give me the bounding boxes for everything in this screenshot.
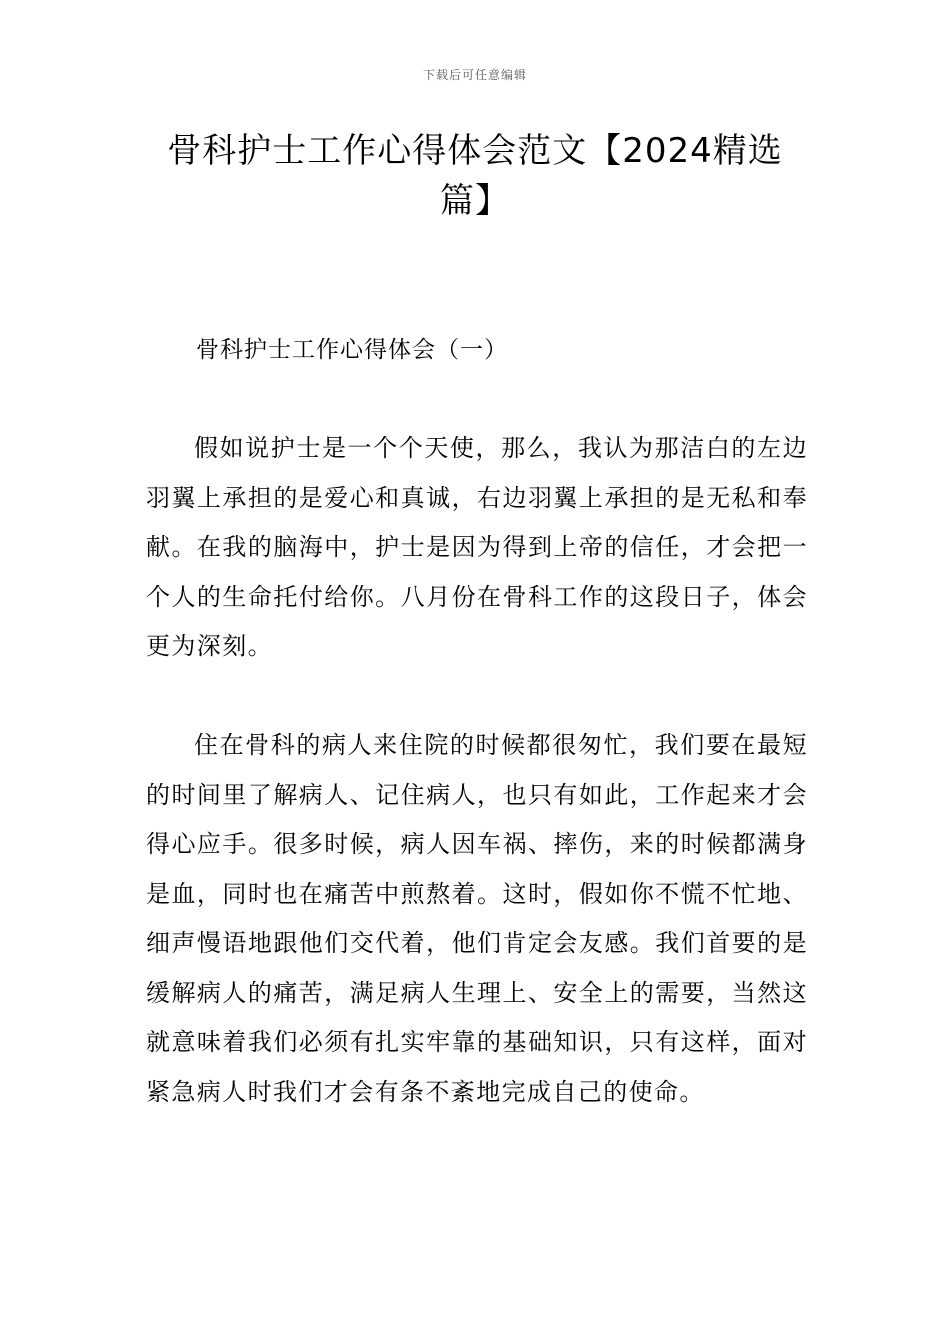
body-paragraph: 假如说护士是一个个天使，那么，我认为那洁白的左边羽翼上承担的是爱心和真诚，右边羽翼上承担的是无私和奉献。在我的脑海中，护士是因为得到上帝的信任，才会把一个人的生命托付给你。八月份在骨科工作的这段日子，体会更为深刻。 xyxy=(146,434,808,660)
header-note: 下载后可任意编辑 xyxy=(422,68,527,82)
document-title: 骨科护士工作心得体会范文【2024精选篇】 xyxy=(167,131,783,221)
section-heading: 骨科护士工作心得体会（一） xyxy=(196,337,508,363)
body-paragraph: 住在骨科的病人来住院的时候都很匆忙，我们要在最短的时间里了解病人、记住病人，也只有如此，工作起来才会得心应手。很多时候，病人因车祸、摔伤，来的时候都满身是血，同时也在痛苦中煎熬着。这时，假如你不慌不忙地、细声慢语地跟他们交代着，他们肯定会友感。我们首要的是缓解病人的痛苦，满足病人生理上、安全上的需要，当然这就意味着我们必须有扎实牢靠的基础知识，只有这样，面对紧急病人时我们才会有条不紊地完成自己的使命。 xyxy=(146,731,808,1106)
